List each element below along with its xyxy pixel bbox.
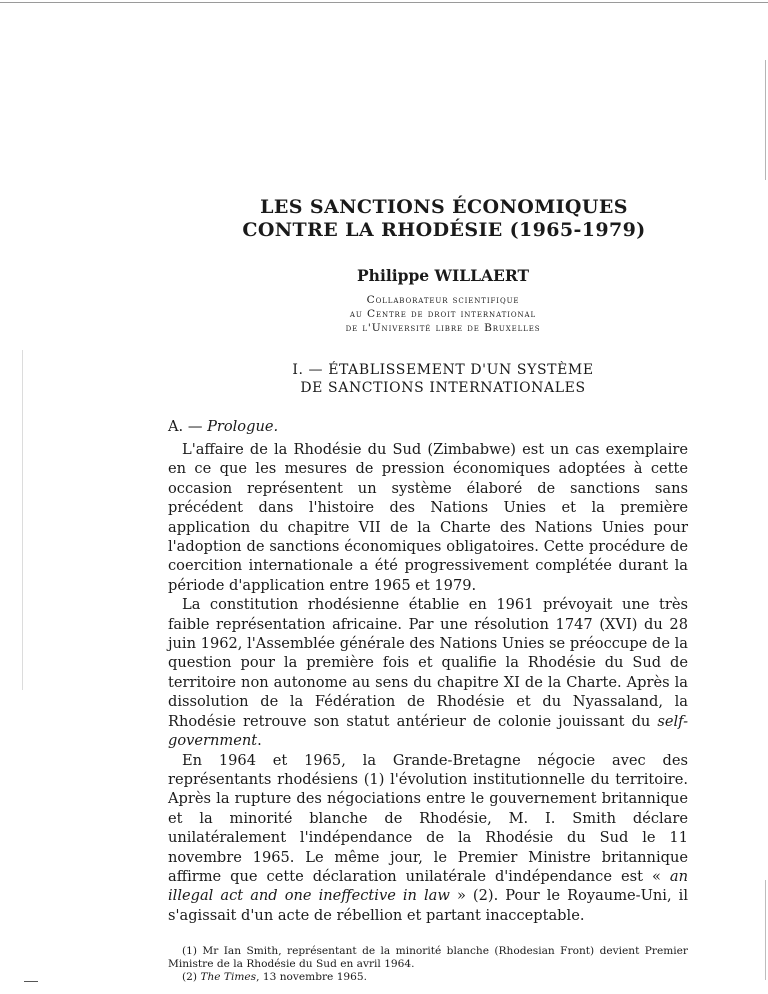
paragraph-2-end: . <box>257 732 262 750</box>
paragraph-3-quote: an illegal act and one ineffective in law <box>168 867 689 905</box>
article-page <box>168 196 700 984</box>
footnotes <box>168 945 688 984</box>
body-text <box>168 440 688 925</box>
section-heading-line-2: DE SANCTIONS INTERNATIONALES <box>300 380 586 396</box>
scan-edge-right <box>765 60 766 180</box>
paragraph-1: L'affaire de la Rhodésie du Sud (Zimbabwe) est un cas exemplaire en ce que les mesures de pression économiques adoptées à cette occasion représentent un système élaboré de sanctions sans précédent dans l'histoire des Nations Unies et la première application du chapitre VII de la Charte des Nations Unies pour l'adoption de sanctions économiques obligatoires. Cette procédure de coercition internationale a été progressivement complétée durant la période d'application entre 1965 et 1979. <box>168 441 688 594</box>
article-title <box>180 196 700 242</box>
footnote-2-date: , 13 novembre 1965. <box>256 971 368 984</box>
paragraph-2-italic: self-government <box>168 712 688 750</box>
title-line-2: CONTRE LA RHODÉSIE (1965-1979) <box>242 219 646 241</box>
section-heading-line-1: I. — ÉTABLISSEMENT D'UN SYSTÈME <box>292 362 594 378</box>
paragraph-3-text: En 1964 et 1965, la Grande-Bretagne négocie avec des représentants rhodésiens (1) l'évolution institutionnelle du territoire. Après la rupture des négociations entre le gouvernement britannique et la minorité blanche de Rhodésie, M. I. Smith déclare unilatéralement l'indépendance de la Rhodésie du Sud le 11 novembre 1965. Le même jour, le Premier Ministre britannique affirme que cette déclaration unilatérale d'indépendance est « <box>168 751 688 885</box>
scan-edge-right-lower <box>765 880 766 980</box>
affiliation-line-3: de l'Université libre de Bruxelles <box>345 322 541 334</box>
section-heading <box>180 361 700 397</box>
footnote-1: (1) Mr Ian Smith, représentant de la minorité blanche (Rhodesian Front) devient Premier Ministre de la Rhodésie du Sud en avril 1964. <box>168 945 688 971</box>
paragraph-2-text: La constitution rhodésienne établie en 1961 prévoyait une très faible représentation africaine. Par une résolution 1747 (XVI) du 28 juin 1962, l'Assemblée générale des Nations Unies se préoccupe de la question pour la première fois et qualifie la Rhodésie du Sud de territoire non autonome au sens du chapitre XI de la Charte. Après la dissolution de la Fédération de Rhodésie et du Nyassaland, la Rhodésie retrouve son statut antérieur de colonie jouissant du <box>168 596 688 730</box>
scan-edge-top <box>0 2 768 3</box>
affiliation-line-2: au Centre de droit international <box>349 308 537 320</box>
footnote-2-source: The Times <box>200 971 257 984</box>
author-name: Philippe WILLAERT <box>357 266 529 285</box>
paragraph-3 <box>168 751 688 926</box>
scan-edge-left <box>22 350 23 690</box>
paragraph-2 <box>168 595 688 750</box>
subsection-label: A. — <box>168 418 203 435</box>
footnote-2-number: (2) <box>182 971 198 984</box>
subsection-title: Prologue. <box>207 418 279 435</box>
footnote-2 <box>168 971 688 984</box>
title-line-1: LES SANCTIONS ÉCONOMIQUES <box>260 196 628 218</box>
paragraph-3-end: » (2). Pour le Royaume-Uni, il s'agissait d'un acte de rébellion et partant inacceptable. <box>168 887 688 924</box>
author-affiliation <box>180 293 700 335</box>
scan-mark <box>24 981 38 982</box>
subsection-heading <box>168 418 700 435</box>
affiliation-line-1: Collaborateur scientifique <box>366 294 520 306</box>
